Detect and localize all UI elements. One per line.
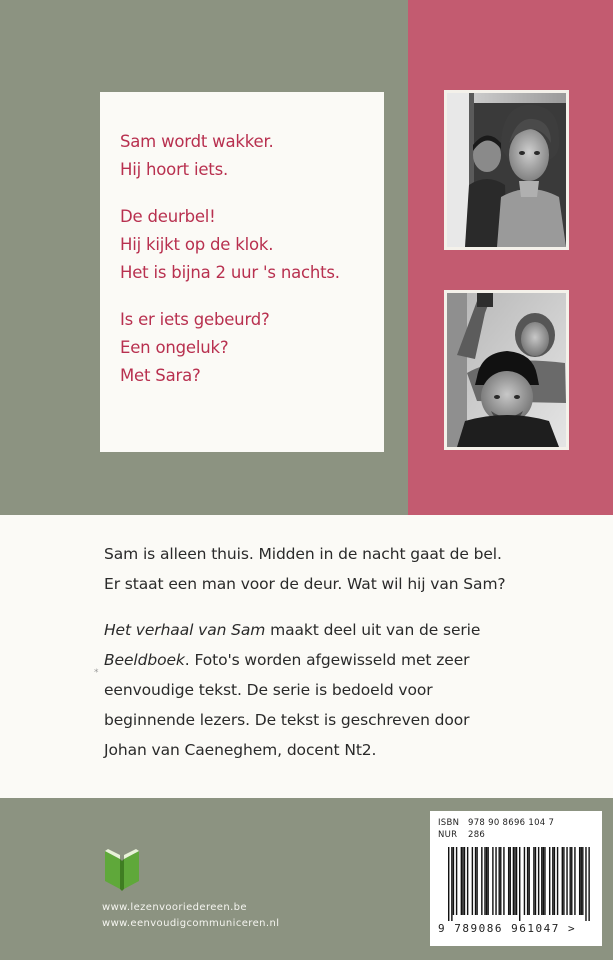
star-mark-icon: * xyxy=(94,668,99,678)
blurb-band xyxy=(0,515,613,798)
excerpt-line: Het is bijna 2 uur 's nachts. xyxy=(120,263,340,282)
barcode-bar xyxy=(475,847,476,915)
photo-two-men-in-doorway-image xyxy=(447,93,566,247)
barcode-bar xyxy=(486,847,487,915)
excerpt-line: Sam wordt wakker. xyxy=(120,132,274,151)
nur-label: NUR xyxy=(438,830,458,840)
barcode-bar xyxy=(571,847,572,915)
barcode-bar xyxy=(510,847,511,915)
blurb-line: Johan van Caeneghem, docent Nt2. xyxy=(104,741,377,759)
barcode-bar xyxy=(579,847,580,915)
barcode-bar xyxy=(462,847,463,915)
barcode-bar xyxy=(498,847,499,915)
isbn-line xyxy=(438,817,594,829)
barcode-bar xyxy=(544,847,545,915)
barcode-bar xyxy=(487,847,488,915)
barcode-bar xyxy=(574,847,575,915)
excerpt-line: De deurbel! xyxy=(120,207,216,226)
excerpt-stanza-1 xyxy=(120,128,384,184)
barcode-bar xyxy=(453,847,454,915)
book-title: Het verhaal van Sam xyxy=(104,621,266,639)
barcode-bars-icon xyxy=(448,847,590,921)
barcode-bar xyxy=(484,847,485,915)
excerpt-line: Hij hoort iets. xyxy=(120,160,229,179)
barcode-bar xyxy=(500,847,501,915)
barcode-bar xyxy=(456,847,457,915)
barcode-bar xyxy=(562,847,563,915)
barcode-bar xyxy=(581,847,582,915)
paragraph-gap xyxy=(104,599,613,615)
barcode-bar xyxy=(569,847,570,915)
barcode-bar xyxy=(514,847,515,915)
series-title: Beeldboek xyxy=(104,651,185,669)
website-link[interactable]: www.lezenvooriedereen.be xyxy=(102,902,247,913)
blurb-text: maakt deel uit van de serie xyxy=(265,621,481,639)
photo-man-raising-arm-behind-man-in-cap xyxy=(444,290,569,450)
barcode-bar xyxy=(472,847,473,915)
barcode-bar xyxy=(538,847,539,915)
excerpt-box xyxy=(100,92,384,452)
barcode-bar xyxy=(476,847,477,915)
nur-line xyxy=(438,829,594,841)
blurb-line xyxy=(104,615,613,645)
barcode-bar xyxy=(535,847,536,915)
blurb-line: Er staat een man voor de deur. Wat wil hij van Sam? xyxy=(104,575,506,593)
barcode-bar xyxy=(467,847,468,915)
blurb-line: beginnende lezers. De tekst is geschreven door xyxy=(104,711,470,729)
barcode-bar xyxy=(533,847,534,915)
blurb-line: eenvoudige tekst. De serie is bedoeld voor xyxy=(104,681,433,699)
excerpt-line: Met Sara? xyxy=(120,366,201,385)
barcode-bar xyxy=(557,847,558,915)
barcode-bar xyxy=(563,847,564,915)
open-book-logo-icon xyxy=(102,845,142,893)
barcode-bar xyxy=(585,847,586,921)
barcode-bar xyxy=(552,847,553,915)
barcode-bar xyxy=(492,847,493,915)
photo-two-men-in-doorway xyxy=(444,90,569,250)
excerpt-stanza-2 xyxy=(120,203,384,287)
photo-man-raising-arm-behind-man-in-cap-image xyxy=(447,293,566,447)
barcode-bar xyxy=(554,847,555,915)
barcode-bar xyxy=(495,847,496,915)
excerpt-line: Is er iets gebeurd? xyxy=(120,310,270,329)
open-book-logo-icon-shape xyxy=(102,845,142,893)
barcode-bar xyxy=(516,847,517,915)
blurb-line: Sam is alleen thuis. Midden in de nacht gaat de bel. xyxy=(104,545,502,563)
barcode-bar xyxy=(528,847,529,915)
barcode-bar xyxy=(541,847,542,915)
blurb-text: . Foto's worden afgewisseld met zeer xyxy=(184,651,470,669)
barcode-bar xyxy=(588,847,589,921)
barcode-bar xyxy=(519,847,520,921)
isbn-value: 978 90 8696 104 7 xyxy=(468,818,555,828)
barcode-bar xyxy=(513,847,514,915)
barcode-bar xyxy=(543,847,544,915)
blurb-line xyxy=(104,645,613,675)
excerpt-stanza-3 xyxy=(120,306,384,390)
barcode-digits: 9 789086 961047 > xyxy=(438,922,577,935)
excerpt-line: Een ongeluk? xyxy=(120,338,229,357)
barcode-bar xyxy=(566,847,567,915)
barcode-bar xyxy=(464,847,465,915)
barcode-bar xyxy=(527,847,528,915)
excerpt-line: Hij kijkt op de klok. xyxy=(120,235,274,254)
barcode-bar xyxy=(461,847,462,915)
barcode-bar xyxy=(451,847,452,921)
barcode-bar xyxy=(481,847,482,915)
nur-value: 286 xyxy=(468,830,486,840)
isbn-label: ISBN xyxy=(438,818,460,828)
website-link[interactable]: www.eenvoudigcommuniceren.nl xyxy=(102,918,280,929)
barcode-bar xyxy=(448,847,449,921)
barcode-bar xyxy=(549,847,550,915)
barcode-bar xyxy=(508,847,509,915)
barcode-bar xyxy=(503,847,504,915)
barcode-box xyxy=(430,811,602,946)
publisher-websites xyxy=(102,900,279,932)
barcode-bar xyxy=(524,847,525,915)
barcode-bar xyxy=(582,847,583,915)
